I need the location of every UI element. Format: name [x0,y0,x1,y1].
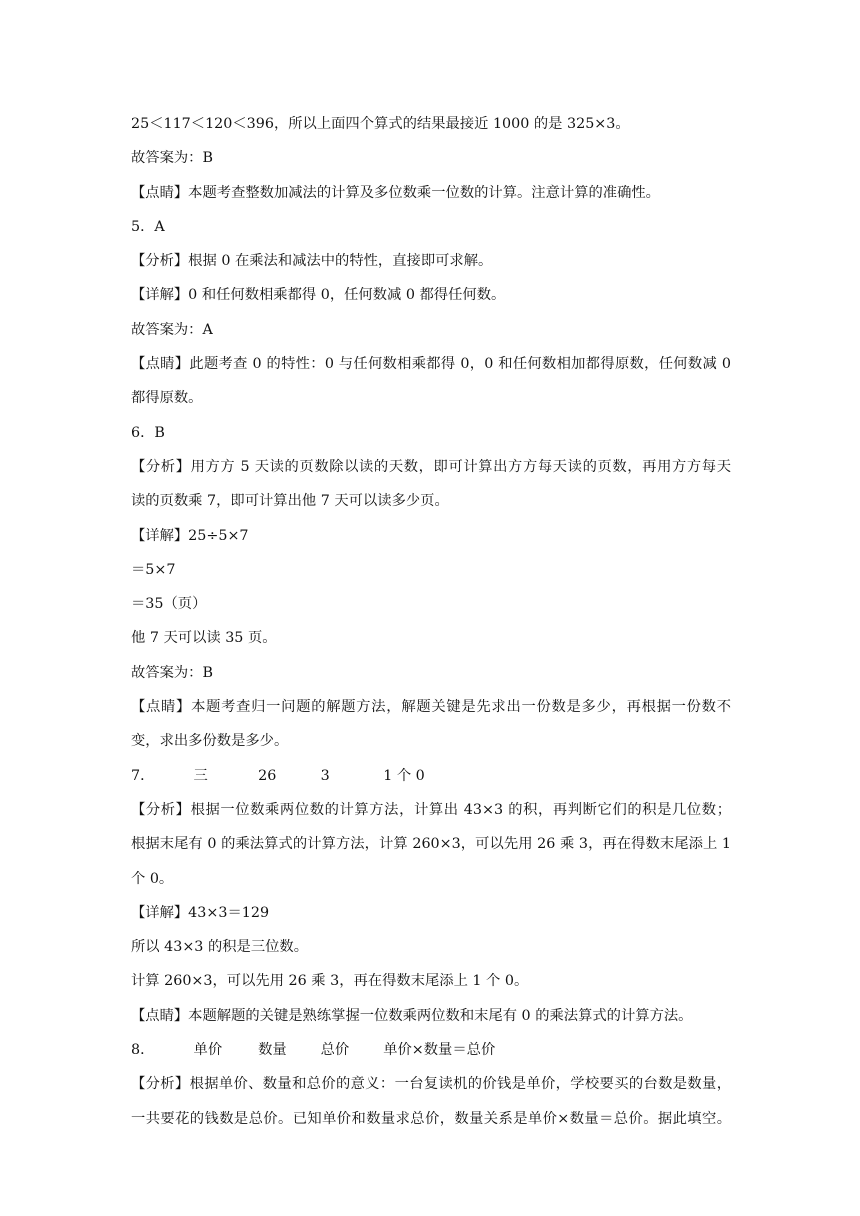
answer-text-block [131,107,731,1136]
result-line: 他 7 天可以读 35 页。 [131,630,277,647]
answer-blank: 数量 [258,1042,287,1059]
answer-blank: 三 [193,767,208,784]
analysis-line-continued: 读的页数乘 7，即可计算出他 7 天可以读多少页。 [131,493,449,510]
text-line: 25＜117＜120＜396，所以上面四个算式的结果最接近 1000 的是 325×3。 [131,116,630,132]
analysis-line: 【分析】用方方 5 天读的页数除以读的天数，即可计算出方方每天读的页数，再用方方每天 [131,458,731,475]
answer-line: 故答案为：A [131,321,213,338]
analysis-line-continued: 根据末尾有 0 的乘法算式的计算方法，计算 260×3，可以先用 26 乘 3，再在得数末尾添上 1 [131,836,731,853]
answer-blank: 1 个 0 [383,767,425,784]
answer-blank: 26 [258,767,277,784]
answer-blank: 3 [320,767,330,784]
question-7-answers [131,759,731,793]
answer-blank: 单价×数量＝总价 [383,1042,496,1059]
result-line: 计算 260×3，可以先用 26 乘 3，再在得数末尾添上 1 个 0。 [131,973,529,990]
calc-step: ＝35（页） [131,596,207,613]
question-number-7: 7． [131,767,155,784]
analysis-line: 【分析】根据单价、数量和总价的意义：一台复读机的价钱是单价，学校要买的台数是数量， [131,1076,731,1093]
result-line: 所以 43×3 的积是三位数。 [131,939,309,956]
analysis-line: 【分析】根据一位数乘两位数的计算方法，计算出 43×3 的积，再判断它们的积是几位数； [131,801,731,818]
answer-blank: 总价 [320,1042,350,1059]
analysis-line-continued: 一共要花的钱数是总价。已知单价和数量求总价，数量关系是单价×数量＝总价。据此填空。 [131,1110,731,1127]
comment-line: 【点睛】此题考查 0 的特性：0 与任何数相乘都得 0，0 和任何数相加都得原数，任何数减 0 [131,356,731,373]
question-number-6: 6．B [131,424,165,441]
question-number-5: 5．A [131,218,165,235]
analysis-line-continued: 个 0。 [131,870,174,887]
comment-line: 【点睛】本题考查整数加减法的计算及多位数乘一位数的计算。注意计算的准确性。 [131,184,660,201]
question-number-8: 8． [131,1042,155,1059]
detail-line: 【详解】0 和任何数相乘都得 0，任何数减 0 都得任何数。 [131,287,506,304]
answer-line: 故答案为：B [131,664,213,681]
detail-line: 【详解】25÷5×7 [131,527,249,544]
calc-step: ＝5×7 [131,561,176,578]
answer-line: 故答案为：B [131,150,213,167]
answer-blank: 单价 [193,1042,223,1059]
detail-line: 【详解】43×3＝129 [131,904,270,921]
comment-line-continued: 都得原数。 [131,390,203,407]
comment-line: 【点睛】本题解题的关键是熟练掌握一位数乘两位数和末尾有 0 的乘法算式的计算方法。 [131,1007,693,1024]
comment-line-continued: 变，求出多份数是多少。 [131,733,289,750]
comment-line: 【点睛】本题考查归一问题的解题方法，解题关键是先求出一份数是多少，再根据一份数不 [131,699,731,716]
question-8-answers [131,1033,731,1067]
analysis-line: 【分析】根据 0 在乘法和减法中的特性，直接即可求解。 [131,253,493,270]
